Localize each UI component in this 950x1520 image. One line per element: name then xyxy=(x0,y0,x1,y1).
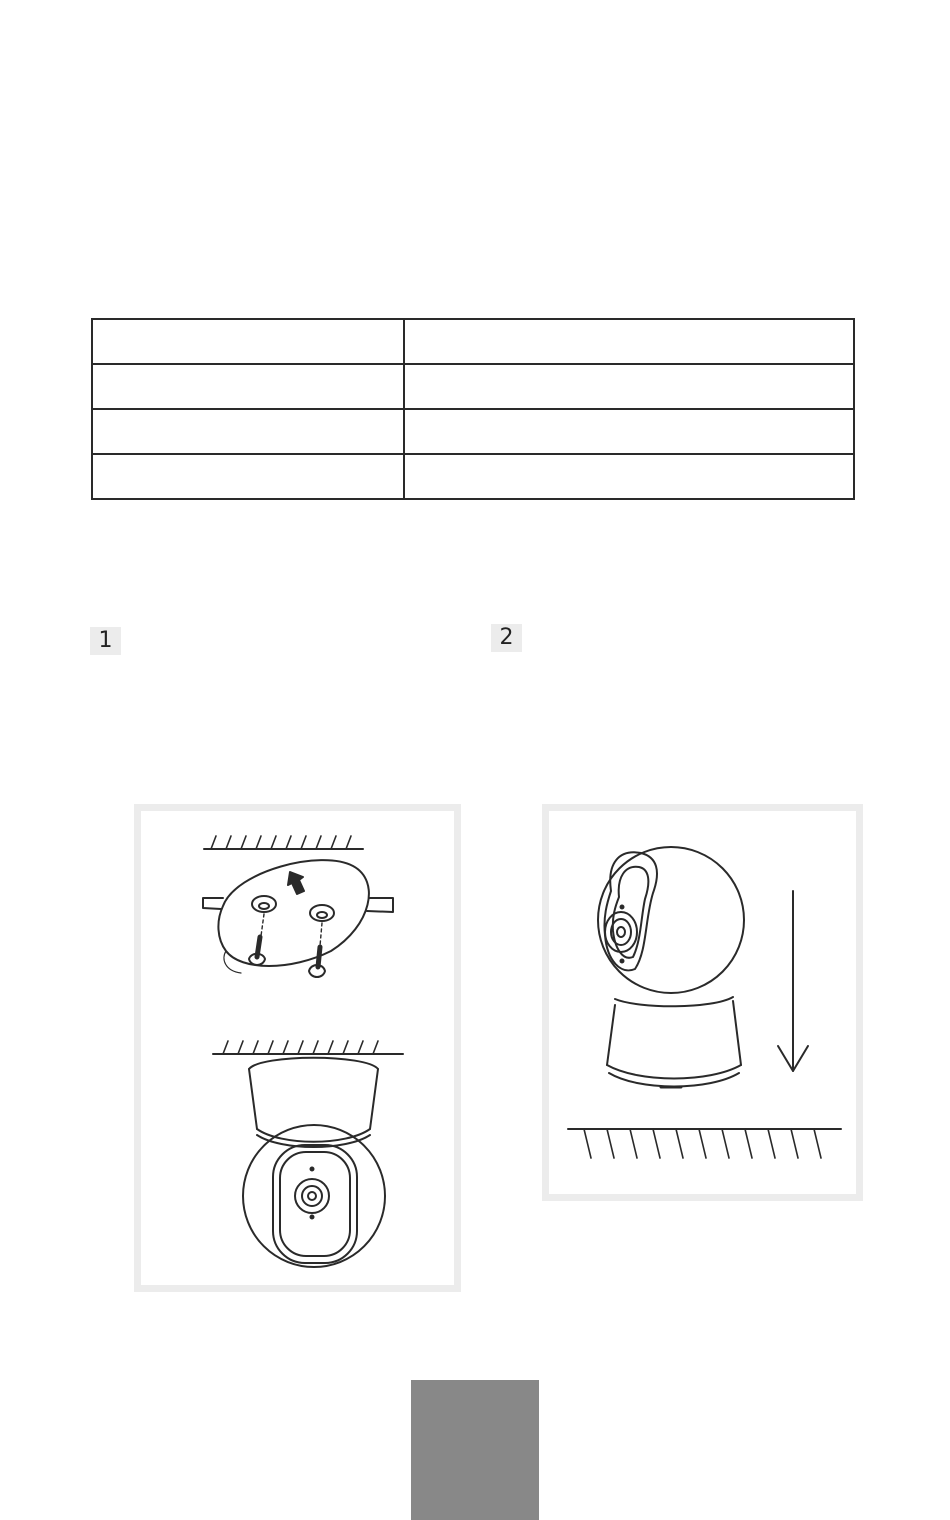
table-cell-value xyxy=(404,364,854,409)
table-cell-value xyxy=(404,454,854,499)
table-row xyxy=(92,454,854,499)
table-cell-label xyxy=(92,409,404,454)
camera-icon xyxy=(598,847,744,1087)
specification-table xyxy=(91,318,855,500)
desk-placement-illustration xyxy=(549,811,856,1194)
desk-placement-illustration-panel xyxy=(542,804,863,1201)
ceiling-mount-illustration xyxy=(141,811,454,1285)
step-2-badge: 2 xyxy=(491,624,522,652)
table-cell-label xyxy=(92,364,404,409)
table-row xyxy=(92,364,854,409)
ceiling-mount-illustration-panel xyxy=(134,804,461,1292)
table-cell-label xyxy=(92,454,404,499)
ceiling-hatch xyxy=(211,836,351,849)
ceiling-hatch xyxy=(223,1041,378,1054)
page-number-tab xyxy=(411,1380,539,1520)
up-arrow-icon xyxy=(288,872,304,894)
table-hatch xyxy=(584,1129,821,1158)
table-cell-value xyxy=(404,319,854,364)
step-1-badge: 1 xyxy=(90,627,121,655)
table-cell-label xyxy=(92,319,404,364)
table-row xyxy=(92,319,854,364)
table-cell-value xyxy=(404,409,854,454)
down-arrow-icon xyxy=(778,891,808,1071)
screw-icon xyxy=(249,937,265,965)
screw-icon xyxy=(309,947,325,977)
table-row xyxy=(92,409,854,454)
camera-icon xyxy=(243,1058,385,1267)
